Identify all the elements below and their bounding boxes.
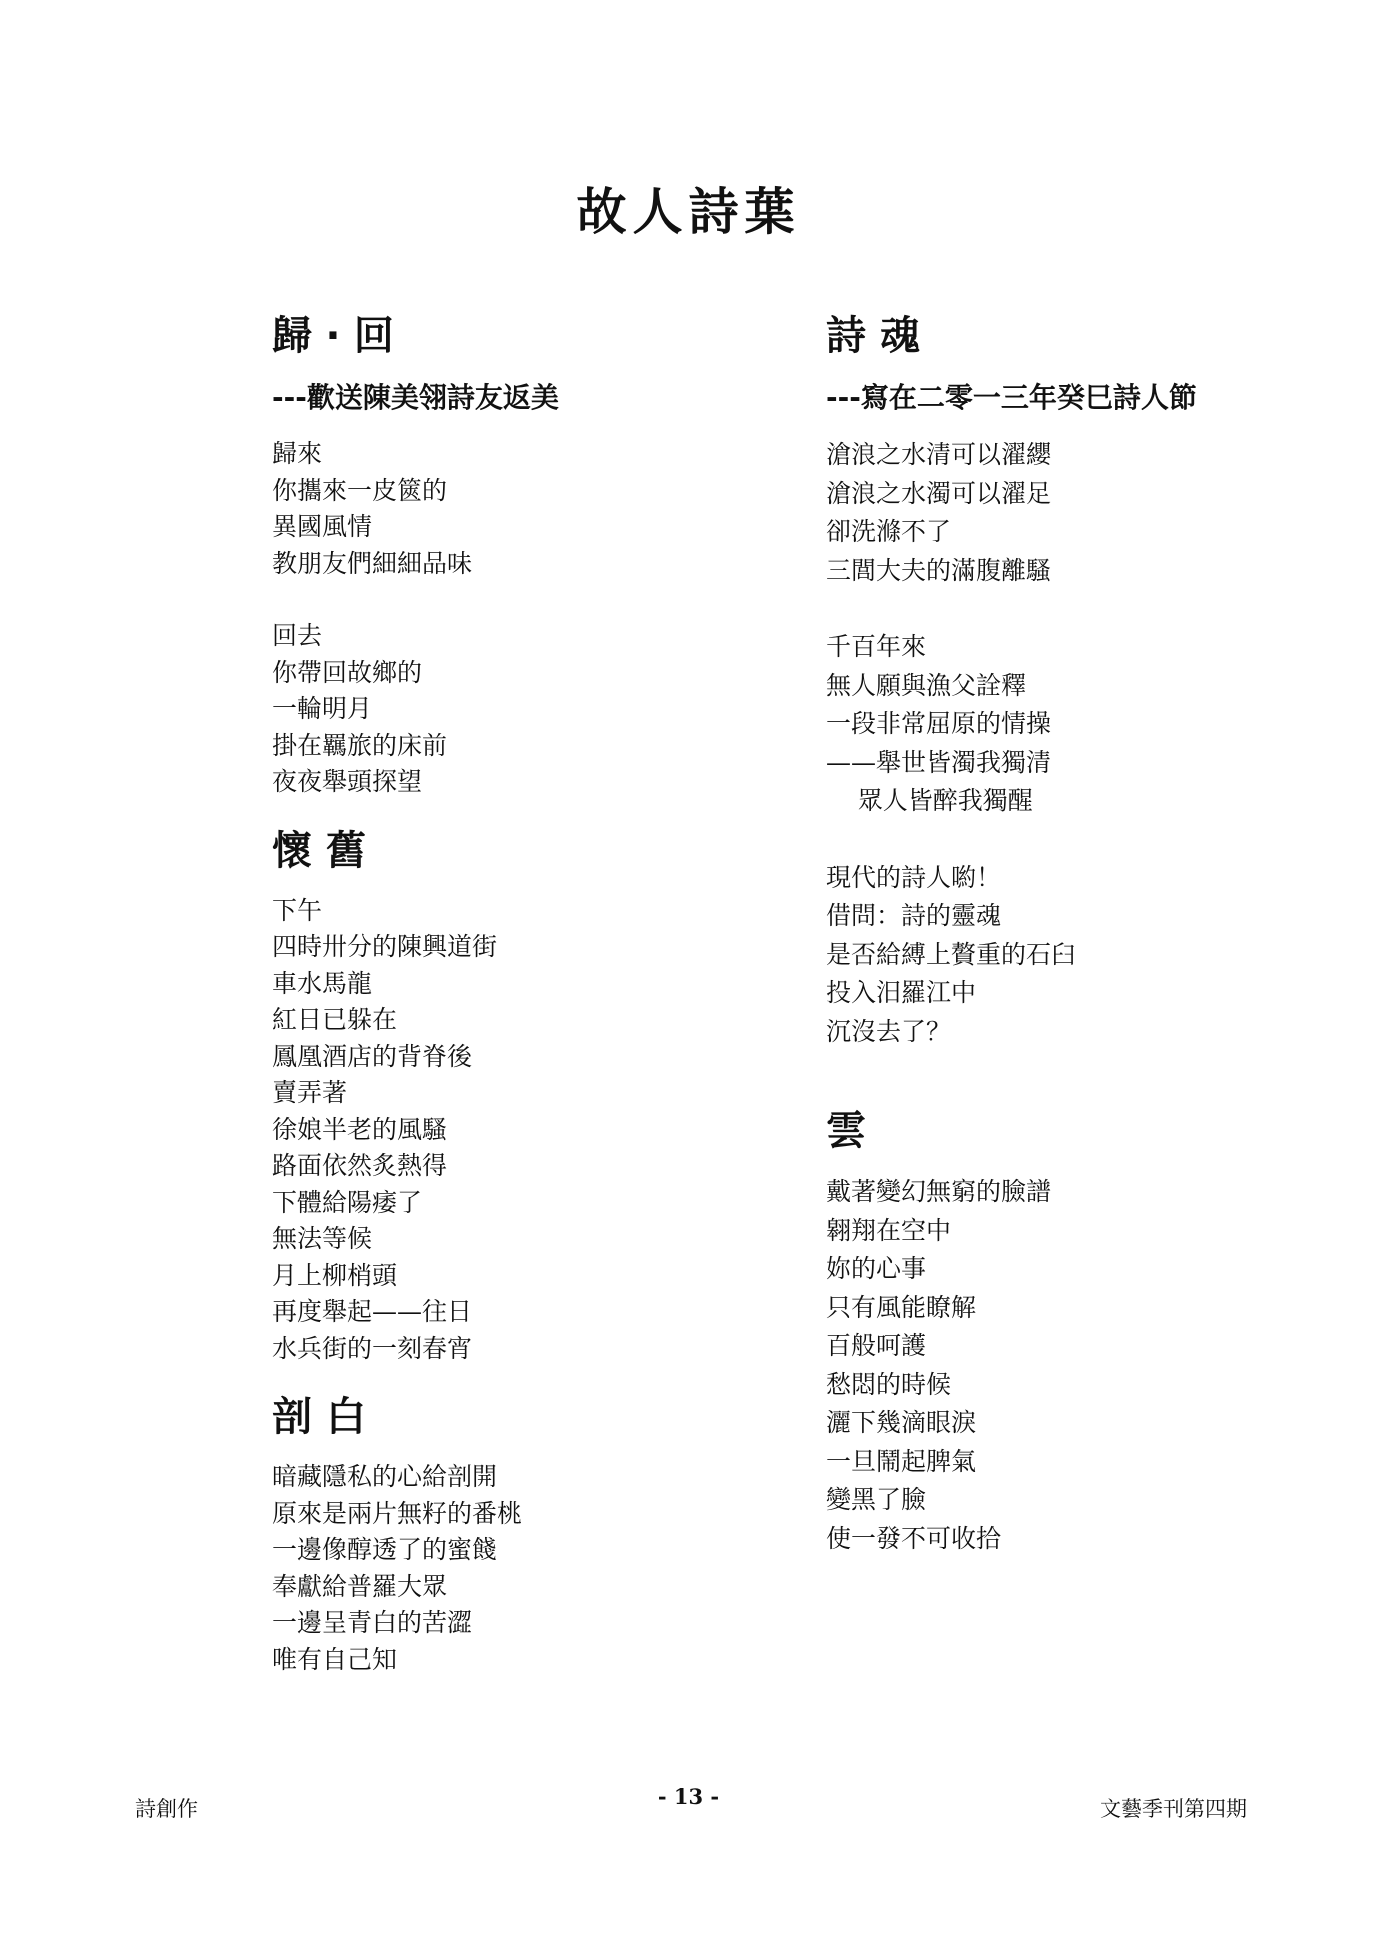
poem-line: 掛在羈旅的床前 xyxy=(272,730,448,760)
poem-line: 一邊呈青白的苦澀 xyxy=(272,1608,473,1637)
poem-line: 灑下幾滴眼淚 xyxy=(826,1408,977,1437)
poem-title: 雲 xyxy=(826,1108,880,1154)
poem-line: 奉獻給普羅大眾 xyxy=(272,1571,448,1601)
poem-line: 教朋友們細細品味 xyxy=(272,548,473,578)
poem-line: 回去 xyxy=(272,621,323,650)
poem-line: 再度舉起——往日 xyxy=(272,1297,473,1326)
page-number: - 13 - xyxy=(657,1784,720,1809)
poem-line: 變黑了臉 xyxy=(826,1485,927,1514)
poem-line: 原來是兩片無籽的番桃 xyxy=(272,1498,523,1528)
stanza xyxy=(272,436,692,582)
stanza xyxy=(272,893,692,1368)
poem-line: 下體給陽痿了 xyxy=(272,1187,423,1217)
footer-publication: 文藝季刊第四期 xyxy=(1100,1797,1247,1821)
stanza xyxy=(826,436,1306,590)
poem-line: 三閭大夫的滿腹離騷 xyxy=(826,555,1052,585)
poem-line: 滄浪之水清可以濯纓 xyxy=(826,440,1052,469)
poem-line: 下午 xyxy=(272,895,323,925)
poem-line: 紅日已躲在 xyxy=(272,1005,398,1034)
poem-line: 借問：詩的靈魂 xyxy=(826,901,1002,930)
poem-pou-bai xyxy=(272,1389,692,1678)
poem-line: 徐娘半老的風騷 xyxy=(272,1114,448,1144)
poem-title: 詩魂 xyxy=(826,313,934,359)
page-title: 故人詩葉 xyxy=(576,182,801,241)
poem-line: 月上柳梢頭 xyxy=(272,1260,398,1290)
poem-line: 一輪明月 xyxy=(272,694,373,723)
footer-section-label: 詩創作 xyxy=(135,1797,198,1821)
poem-line: 戴著變幻無窮的臉譜 xyxy=(826,1177,1052,1206)
poem-line: 你帶回故鄉的 xyxy=(272,657,423,687)
poem-line: 暗藏隱私的心給剖開 xyxy=(272,1462,498,1491)
poem-line: 是否給縛上贅重的石臼 xyxy=(826,939,1077,969)
poem-line: 一旦鬧起脾氣 xyxy=(826,1446,977,1476)
poem-gui-hui xyxy=(272,308,692,801)
poem-line: 使一發不可收拾 xyxy=(826,1523,1002,1553)
poem-line: 妳的心事 xyxy=(826,1254,927,1283)
stanza xyxy=(272,618,692,801)
poem-line: 車水馬龍 xyxy=(272,968,373,998)
poem-line: 投入汨羅江中 xyxy=(826,978,977,1007)
poem-line: ——舉世皆濁我獨清 xyxy=(826,747,1052,777)
poem-line: 夜夜舉頭探望 xyxy=(272,767,423,796)
poem-title: 歸‧回 xyxy=(272,313,408,359)
poem-huai-jiu xyxy=(272,823,692,1368)
poem-line: 沉沒去了？ xyxy=(826,1016,952,1046)
poem-subtitle: ---寫在二零一三年癸巳詩人節 xyxy=(826,381,1197,414)
stanza xyxy=(826,1173,1306,1558)
poem-line: 異國風情 xyxy=(272,512,373,541)
poem-line: 愁悶的時候 xyxy=(826,1369,952,1399)
poem-line: 翱翔在空中 xyxy=(826,1215,952,1245)
stanza xyxy=(272,1459,692,1678)
poem-line: 水兵街的一刻春宵 xyxy=(272,1333,473,1363)
poem-line: 四時卅分的陳興道街 xyxy=(272,932,498,961)
poem-subtitle: ---歡送陳美翎詩友返美 xyxy=(272,381,559,414)
poem-line: 鳳凰酒店的背脊後 xyxy=(272,1041,473,1071)
poem-line: 百般呵護 xyxy=(826,1331,927,1360)
poem-line: 千百年來 xyxy=(826,632,927,661)
poem-line: 一邊像醇透了的蜜餞 xyxy=(272,1535,498,1564)
poem-line: 你攜來一皮篋的 xyxy=(272,475,448,505)
poem-shi-hun xyxy=(826,308,1306,1051)
right-column xyxy=(826,308,1306,1596)
poem-yun xyxy=(826,1103,1306,1558)
poem-line: 路面依然炙熱得 xyxy=(272,1151,448,1180)
poem-line: 滄浪之水濁可以濯足 xyxy=(826,478,1052,508)
poem-title: 剖白 xyxy=(272,1394,380,1440)
stanza xyxy=(826,859,1306,1052)
poem-line: 現代的詩人喲！ xyxy=(826,862,1002,892)
poem-line: 唯有自己知 xyxy=(272,1644,398,1674)
poem-title: 懷舊 xyxy=(272,827,380,874)
poem-line: 歸來 xyxy=(272,439,323,468)
poem-line: 無人願與漁父詮釋 xyxy=(826,670,1027,700)
poem-line: 一段非常屈原的情操 xyxy=(826,709,1052,738)
poem-line: 只有風能瞭解 xyxy=(826,1292,977,1322)
poem-line: 賣弄著 xyxy=(272,1078,348,1107)
poem-line: 無法等候 xyxy=(272,1224,373,1253)
stanza xyxy=(826,628,1306,821)
poem-line: 卻洗滌不了 xyxy=(826,517,952,546)
poem-line: 眾人皆醉我獨醒 xyxy=(826,786,1033,815)
left-column xyxy=(272,308,692,1714)
